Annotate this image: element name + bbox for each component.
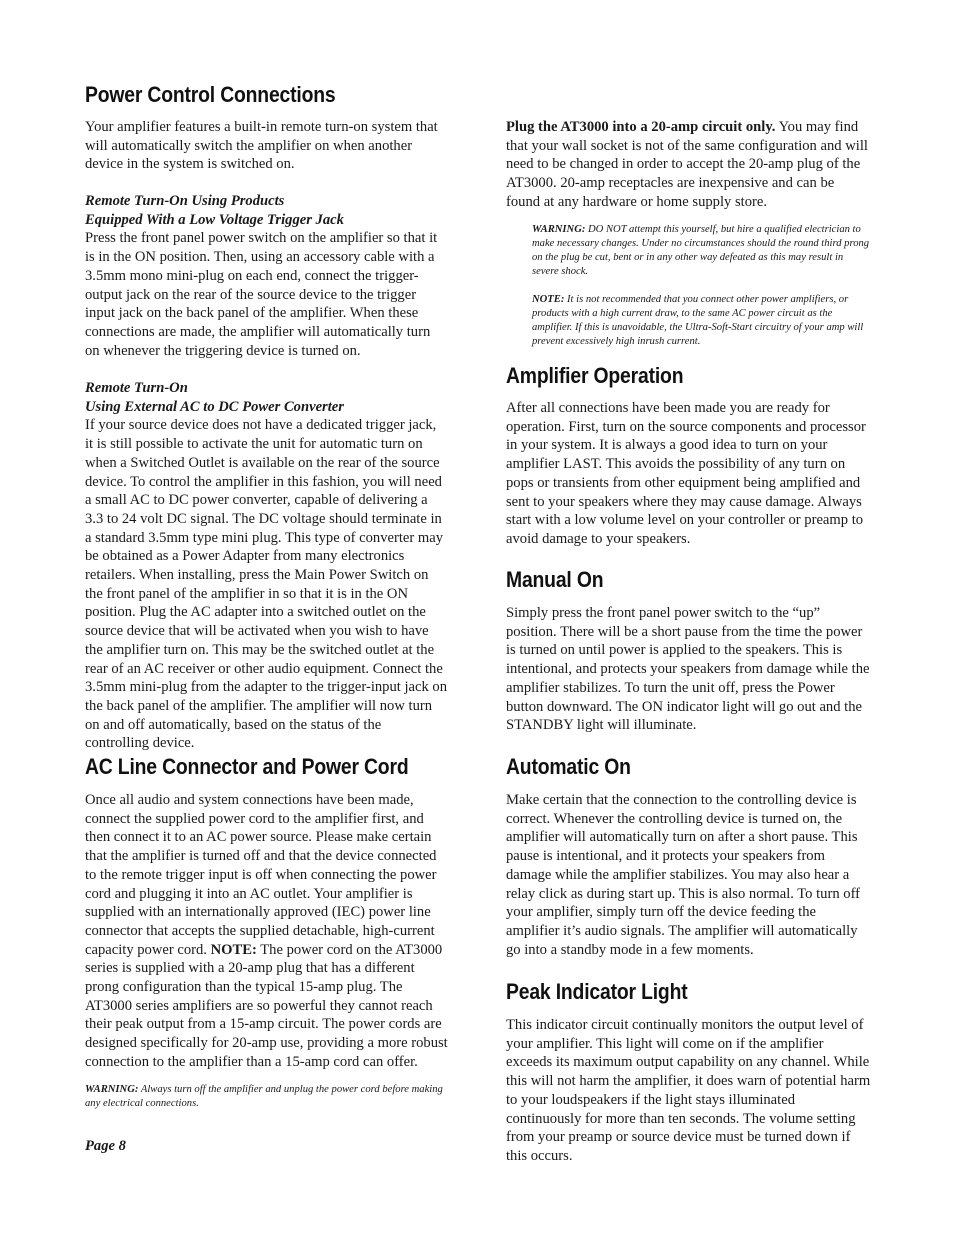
amp-operation-section xyxy=(506,363,871,389)
ac-line-section xyxy=(85,754,448,780)
plug-bold-lead: Plug the AT3000 into a 20-amp circuit only. xyxy=(506,119,776,135)
ac-line-warning-text: Always turn off the amplifier and unplug the power cord before making any electrical connections. xyxy=(85,1084,443,1109)
manual-on-section xyxy=(506,567,871,593)
amp-operation-body: After all connections have been made you are ready for operation. First, turn on the source components and processor in your system. It is always a good idea to turn on your amplifier LAST. This avoids the possibility of any turn on pops or transients from other equipment being amplified and sent to your speakers where they may cause damage. Always start with a low volume level on your controller or preamp to avoid damage to your speakers. xyxy=(506,400,866,547)
remote-converter-subheading-1: Remote Turn-On xyxy=(85,380,188,396)
plug-note-text: It is not recommended that you connect other power amplifiers, or products with a high current draw, to the same AC power circuit as the amplifier. If this is unavoidable, the Ultra-Soft-Start circuitry of your amp will prevent excessively high inrush current. xyxy=(532,294,864,347)
peak-heading: Peak Indicator Light xyxy=(506,979,688,1004)
automatic-on-body-wrap xyxy=(506,791,871,959)
peak-body: This indicator circuit continually monitors the output level of your amplifier. This light will come on if the amplifier exceeds its maximum output capability on any channel. While this will not harm the amplifier, it does warn of potential harm to your loudspeakers if the light stays illuminated continuously for more than ten seconds. The volume setting from your preamp or source device must be turned down if this occurs. xyxy=(506,1017,871,1164)
amp-operation-heading: Amplifier Operation xyxy=(506,363,684,388)
manual-on-body-wrap xyxy=(506,604,871,735)
automatic-on-section xyxy=(506,754,871,780)
ac-line-body xyxy=(85,791,448,1072)
remote-converter-subsection xyxy=(85,379,448,753)
peak-section xyxy=(506,979,871,1005)
remote-converter-body: If your source device does not have a dedicated trigger jack, it is still possible to activate the unit for automatic turn on when a Switched Outlet is available on the rear of the source device. To control the amplifier in this fashion, you will need a small AC to DC power converter, capable of delivering a 3.3 to 24 volt DC signal. The DC voltage should terminate in a standard 3.5mm type mini plug. This type of converter may be obtained as a Power Adapter from many electronics retailers. When installing, press the Main Power Switch on the front panel of the amplifier in so that it is in the ON position. Plug the AC adapter into a switched outlet on the source device that will be activated when you wish to have the amplifier turn on. This may be the switched outlet at the rear of an AC receiver or other audio equipment. Connect the 3.5mm mini-plug from the adapter to the trigger-input jack on the back panel of the amplifier. The amplifier will now turn on and off automatically, based on the status of the controlling device. xyxy=(85,417,448,752)
automatic-on-body: Make certain that the connection to the controlling device is correct. Whenever the controlling device is turned on, the amplifier will automatically turn on after a short pause. This pause is intentional, and it protects your speakers from damage while the amplifier stabilizes. You may also hear a relay click as during start up. This is also normal. To turn off your amplifier, simply turn off the device feeding the amplifier it’s audio signals. The amplifier will automatically go into a standby mode in a few moments. xyxy=(506,792,861,958)
ac-line-warning-text-wrap xyxy=(85,1083,448,1111)
ac-line-warning xyxy=(85,1083,448,1111)
power-control-intro: Your amplifier features a built-in remote turn-on system that will automatically switch the amplifier on when another device in the system is switched on. xyxy=(85,119,438,173)
power-control-heading: Power Control Connections xyxy=(85,82,336,107)
remote-converter-subheading-2: Using External AC to DC Power Converter xyxy=(85,398,344,415)
manual-on-heading: Manual On xyxy=(506,567,604,592)
plug-paragraph xyxy=(506,118,871,212)
remote-trigger-body: Press the front panel power switch on the amplifier so that it is in the ON position. Then, using an accessory cable with a 3.5mm mono mini-plug on each end, connect the trigger-output jack on the rear of the source device to the trigger input jack on the back panel of the amplifier. When these connections are made, the amplifier will automatically turn on whenever the triggering device is turned on. xyxy=(85,230,438,359)
plug-section xyxy=(506,118,871,212)
ac-line-warning-label: WARNING: xyxy=(85,1084,139,1095)
peak-body-wrap xyxy=(506,1016,871,1166)
remote-trigger-subheading-1: Remote Turn-On Using Products xyxy=(85,193,285,209)
plug-note xyxy=(532,293,872,349)
page-footer xyxy=(85,1137,448,1155)
plug-note-label: NOTE: xyxy=(532,294,565,305)
plug-warning-wrap xyxy=(532,223,872,279)
page-number: Page 8 xyxy=(85,1138,126,1154)
plug-warning-label: WARNING: xyxy=(532,224,586,235)
automatic-on-heading: Automatic On xyxy=(506,754,631,779)
power-control-intro-wrap xyxy=(85,118,448,174)
remote-trigger-subheading-2: Equipped With a Low Voltage Trigger Jack xyxy=(85,211,344,228)
power-control-section xyxy=(85,82,448,108)
amp-operation-body-wrap xyxy=(506,399,871,549)
remote-trigger-subsection xyxy=(85,192,448,360)
plug-warning-text: DO NOT attempt this yourself, but hire a qualified electrician to make necessary changes. Under no circumstances should the round third prong on the plug be cut, bent or in any other way defeated as this may result in severe shock. xyxy=(532,224,870,277)
ac-line-heading: AC Line Connector and Power Cord xyxy=(85,754,409,779)
ac-line-body-b: The power cord on the AT3000 series is supplied with a 20-amp plug that has a different prong configuration than the typical 15-amp plug. The AT3000 series amplifiers are so powerful they cannot reach their peak output from a 15-amp circuit. The power cords are designed specifically for 20-amp use, providing a more robust connection to the amplifier than a 15-amp cord can offer. xyxy=(85,941,448,1070)
plug-body: You may find that your wall socket is not of the same configuration and will need to be changed in order to accept the 20-amp plug of the AT3000. 20-amp receptacles are inexpensive and can be found at any hardware or home supply store. xyxy=(506,119,868,210)
ac-line-body-a: Once all audio and system connections have been made, connect the supplied power cord to the amplifier first, and then connect it to an AC power source. Please make certain that the amplifier is turned off and that the device connected to the remote trigger input is off when connecting the power cord and plugging it into an AC outlet. Your amplifier is supplied with an internationally approved (IEC) power line connector that accepts the supplied detachable, high-current capacity power cord. xyxy=(85,792,437,958)
plug-warning xyxy=(532,223,872,279)
manual-on-body: Simply press the front panel power switch to the “up” position. There will be a short pause from the time the power is turned on until power is applied to the speakers. This is intentional, and protects your speakers from damage while the amplifier stabilizes. To turn the unit off, press the Power button downward. The ON indicator light will go out and the STANDBY light will illuminate. xyxy=(506,605,870,734)
plug-note-wrap xyxy=(532,293,872,349)
ac-line-note-label: NOTE: xyxy=(210,941,257,958)
ac-line-body-wrap xyxy=(85,791,448,1072)
